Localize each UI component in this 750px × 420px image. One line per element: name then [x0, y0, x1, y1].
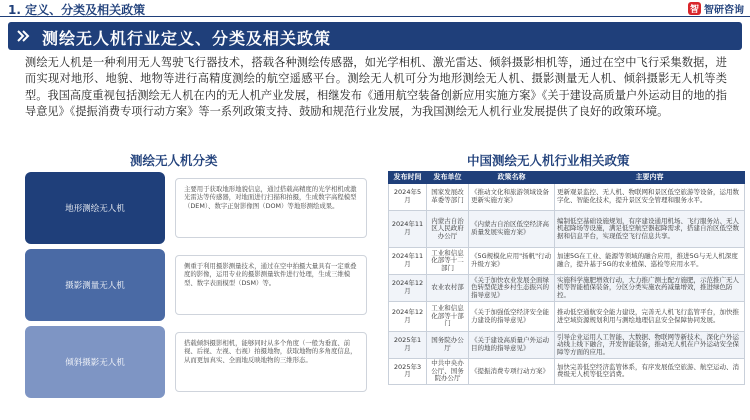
column-header: 政策名称 — [469, 172, 555, 184]
cell-date: 2024年12月 — [389, 302, 427, 332]
table-row — [389, 211, 745, 248]
classification-item — [25, 172, 367, 244]
classification-name: 倾斜摄影无人机 — [25, 326, 165, 398]
cell-issuer: 工业和信息化部等十二部门 — [427, 248, 469, 275]
policy-table-title: 中国测绘无人机行业相关政策 — [467, 153, 630, 168]
classification-description: 主要用于获取地形地貌信息，通过搭载高精度的光学相机或激光雷达等传感器，对地面进行扫描和拍摄，生成数字高程模型（DEM）、数字正射影像图（DOM）等地形测绘成果。 — [175, 178, 367, 238]
cell-issuer: 农业农村部 — [427, 275, 469, 302]
section-header — [0, 0, 750, 17]
classification-title: 测绘无人机分类 — [130, 153, 218, 168]
double-chevron-icon — [16, 29, 30, 43]
table-row — [389, 248, 745, 275]
cell-policy-name: 《推动文化和旅游领域设备更新实施方案》 — [469, 184, 555, 211]
section-label: 1. 定义、分类及相关政策 — [8, 3, 146, 17]
column-header: 发布时间 — [389, 172, 427, 184]
table-row — [389, 302, 745, 332]
cell-content: 更新观景监控、无人机、物联网和景区低空旅游等设备，运用数字化、智能化技术，提升景区安全管理和服务水平。 — [555, 184, 745, 211]
cell-content: 编制低空基础设施规划，有序建设通用机场、飞行服务站、无人机起降场等设施，满足低空航空器起降需求，搭建自治区低空数据和信息平台，实现低空飞行信息共享。 — [555, 211, 745, 248]
table-row — [389, 332, 745, 359]
cell-content: 加快完善低空经济监管体系，有序发展低空旅游、航空运动、消费级无人机等低空消费。 — [555, 359, 745, 385]
brand-logo — [688, 1, 744, 15]
classification-name: 摄影测量无人机 — [25, 249, 165, 321]
cell-date: 2025年3月 — [389, 359, 427, 385]
cell-issuer: 国家发展改革委等部门 — [427, 184, 469, 211]
classification-name: 地形测绘无人机 — [25, 172, 165, 244]
cell-date: 2024年5月 — [389, 184, 427, 211]
classification-description: 侧重于利用摄影测量技术，通过在空中拍摄大量具有一定重叠度的影像，运用专业的摄影测量软件进行处理，生成三维模型、数字表面模型（DSM）等。 — [175, 255, 367, 315]
classification-item — [25, 249, 367, 321]
cell-policy-name: 《关于建设高质量户外运动目的地的指导意见》 — [469, 332, 555, 359]
cell-issuer: 内蒙古自治区人民政府办公厅 — [427, 211, 469, 248]
cell-policy-name: 《提振消费专项行动方案》 — [469, 359, 555, 385]
cell-issuer: 工业和信息化部等十部门 — [427, 302, 469, 332]
cell-date: 2024年11月 — [389, 248, 427, 275]
intro-paragraph: 测绘无人机是一种利用无人驾驶飞行器技术，搭载各种测绘传感器，如光学相机、激光雷达、倾斜摄影相机等，通过在空中飞行采集数据，进而实现对地形、地貌、地物等进行高精度测绘的航空遥感平台。测绘无人机可分为地形测绘无人机、摄影测量无人机、倾斜摄影无人机等类型。我国高度重视包括测绘无人机在内的无人机产业发展，相继发布《通用航空装备创新应用实施方案》《关于建设高质量户外运动目的地的指导意见》《提振消费专项行动方案》等一系列政策支持、鼓励和规范行业发展，为我国测绘无人机行业发展提供了良好的政策环境。 — [25, 56, 727, 119]
table-row — [389, 359, 745, 385]
column-header: 发布单位 — [427, 172, 469, 184]
table-header-row — [389, 172, 745, 184]
page-title: 测绘无人机行业定义、分类及相关政策 — [42, 29, 332, 48]
cell-content: 推动低空通航安全能力建设，完善无人机飞行监管平台，加快推进空域资源规划利用与测绘地理信息安全保障协同发展。 — [555, 302, 745, 332]
cell-date: 2024年12月 — [389, 275, 427, 302]
policy-table — [388, 171, 745, 385]
cell-policy-name: 《关于加强低空经济安全能力建设的指导意见》 — [469, 302, 555, 332]
cell-content: 实施科学施肥增效行动，大力推广测土配方施肥，示范推广无人机等智能植保装备，分区分类实施农药减量增效，推进绿色防控。 — [555, 275, 745, 302]
table-row — [389, 275, 745, 302]
column-header: 主要内容 — [555, 172, 745, 184]
page-title-band — [8, 22, 742, 50]
logo-icon: 智 — [688, 2, 701, 15]
cell-policy-name: 《内蒙古自治区低空经济高质量发展实施方案》 — [469, 211, 555, 248]
cell-date: 2025年1月 — [389, 332, 427, 359]
cell-issuer: 国务院办公厅 — [427, 332, 469, 359]
cell-issuer: 中共中央办公厅、国务院办公厅 — [427, 359, 469, 385]
table-row — [389, 184, 745, 211]
classification-description: 搭载倾斜摄影相机，能够同时从多个角度（一般为垂直、前视、后视、左视、右视）拍摄地物，获取地物的多角度信息，从而更加真实、全面地反映地物的三维形态。 — [175, 332, 367, 392]
cell-content: 引导企业运用人工智能、大数据、物联网等新技术，深化户外运动线上线下融合，开发智能装备，推动无人机在户外运动安全保障等方面的应用。 — [555, 332, 745, 359]
cell-policy-name: 《5G规模化应用"扬帆"行动升级方案》 — [469, 248, 555, 275]
classification-item — [25, 326, 367, 398]
logo-text: 智研咨询 — [704, 4, 744, 16]
cell-content: 加速5G在工业、能源等领域的融合应用，推进5G与无人机深度融合，提升基于5G的农业植保、巡检等应用水平。 — [555, 248, 745, 275]
cell-date: 2024年11月 — [389, 211, 427, 248]
cell-policy-name: 《关于加快农业发展全面绿色转型促进乡村生态振兴的指导意见》 — [469, 275, 555, 302]
